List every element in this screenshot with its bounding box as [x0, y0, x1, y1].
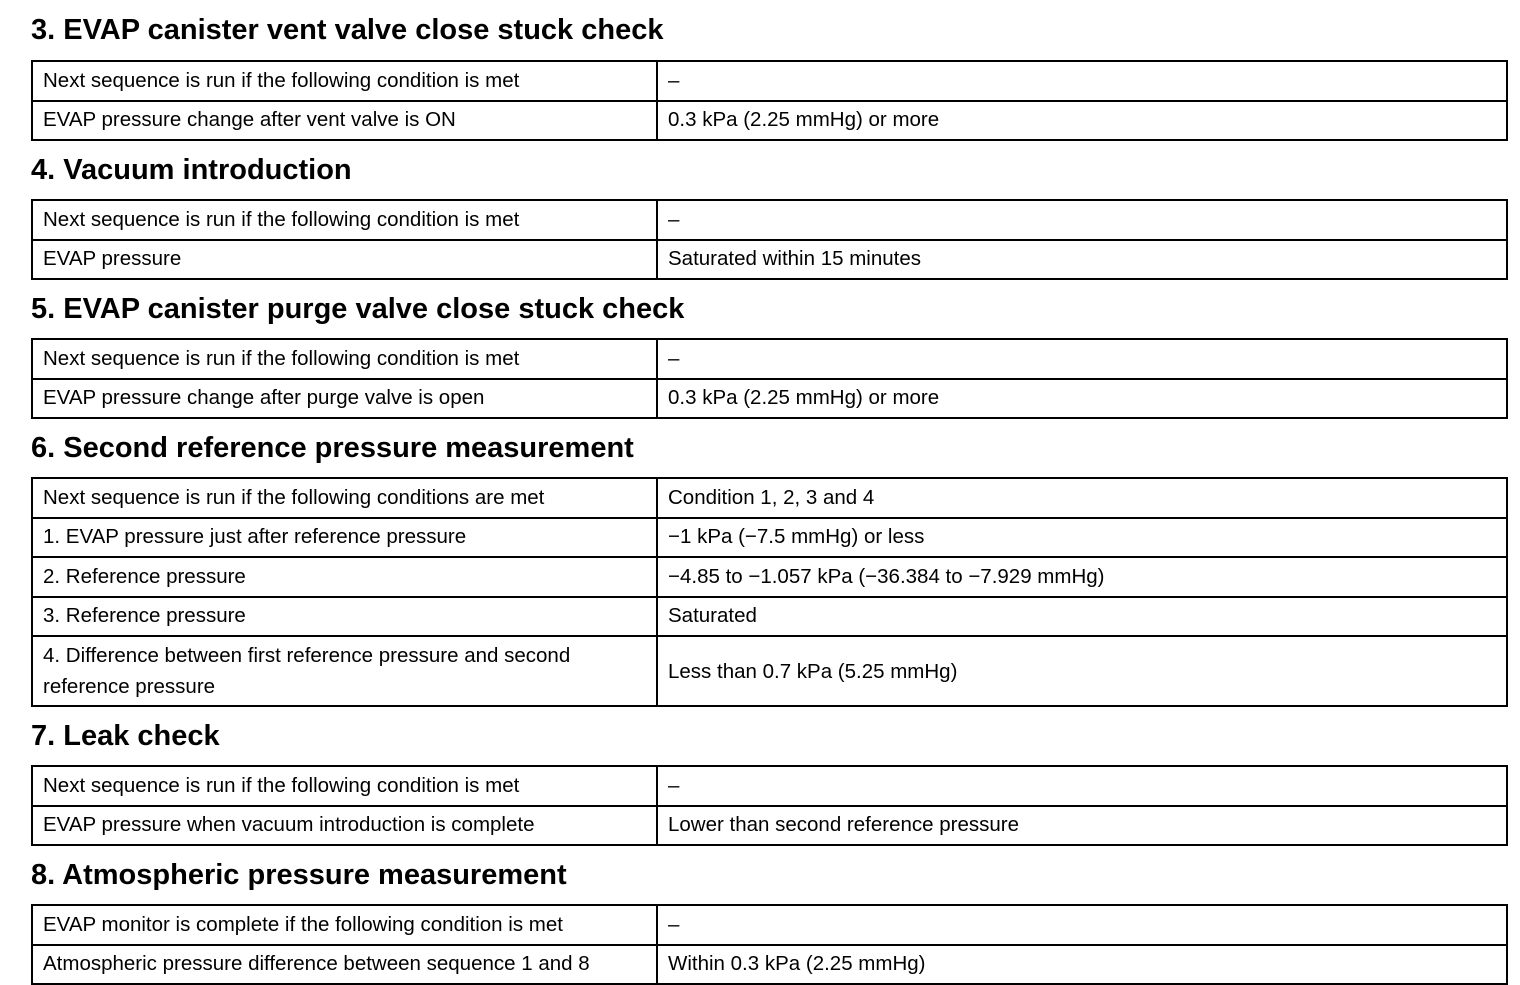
condition-label: 1. EVAP pressure just after reference pressure [32, 518, 657, 558]
table-row [32, 636, 1507, 706]
condition-value: Less than 0.7 kPa (5.25 mmHg) [657, 636, 1507, 706]
condition-label: EVAP pressure change after purge valve is open [32, 379, 657, 419]
condition-value: – [657, 766, 1507, 806]
spec-table [31, 338, 1508, 419]
condition-value: – [657, 905, 1507, 945]
section-title: 5. EVAP canister purge valve close stuck check [31, 293, 685, 325]
table-row [32, 905, 1507, 945]
condition-value: – [657, 61, 1507, 101]
table-row [32, 806, 1507, 846]
section-title: 6. Second reference pressure measurement [31, 432, 634, 464]
table-row [32, 478, 1507, 518]
condition-value: Saturated [657, 597, 1507, 637]
condition-value: Lower than second reference pressure [657, 806, 1507, 846]
condition-label: EVAP pressure change after vent valve is ON [32, 101, 657, 141]
condition-label: Next sequence is run if the following condition is met [32, 200, 657, 240]
spec-table [31, 904, 1508, 985]
table-row [32, 379, 1507, 419]
evap-monitor-document [31, 0, 1462, 985]
table-row [32, 518, 1507, 558]
condition-value: – [657, 200, 1507, 240]
condition-label: 2. Reference pressure [32, 557, 657, 597]
table-row [32, 597, 1507, 637]
table-row [32, 945, 1507, 985]
condition-value: Condition 1, 2, 3 and 4 [657, 478, 1507, 518]
table-row [32, 766, 1507, 806]
condition-label: Next sequence is run if the following condition is met [32, 61, 657, 101]
condition-value: −1 kPa (−7.5 mmHg) or less [657, 518, 1507, 558]
condition-value: Saturated within 15 minutes [657, 240, 1507, 280]
condition-value: 0.3 kPa (2.25 mmHg) or more [657, 101, 1507, 141]
condition-label: Atmospheric pressure difference between sequence 1 and 8 [32, 945, 657, 985]
table-row [32, 61, 1507, 101]
condition-value: Within 0.3 kPa (2.25 mmHg) [657, 945, 1507, 985]
section-title: 8. Atmospheric pressure measurement [31, 859, 567, 891]
table-row [32, 557, 1507, 597]
condition-label: EVAP pressure [32, 240, 657, 280]
section-title: 7. Leak check [31, 720, 220, 752]
spec-table [31, 199, 1508, 280]
condition-value: – [657, 339, 1507, 379]
spec-table [31, 60, 1508, 141]
condition-label: EVAP pressure when vacuum introduction is complete [32, 806, 657, 846]
section-title: 4. Vacuum introduction [31, 154, 352, 186]
section-title: 3. EVAP canister vent valve close stuck check [31, 14, 664, 46]
condition-label: 4. Difference between first reference pressure and second reference pressure [32, 636, 657, 706]
table-row [32, 101, 1507, 141]
condition-label: Next sequence is run if the following condition is met [32, 766, 657, 806]
table-row [32, 339, 1507, 379]
table-row [32, 200, 1507, 240]
condition-label: Next sequence is run if the following conditions are met [32, 478, 657, 518]
condition-label: Next sequence is run if the following condition is met [32, 339, 657, 379]
condition-value: −4.85 to −1.057 kPa (−36.384 to −7.929 mmHg) [657, 557, 1507, 597]
condition-label: 3. Reference pressure [32, 597, 657, 637]
spec-table [31, 477, 1508, 707]
spec-table [31, 765, 1508, 846]
condition-value: 0.3 kPa (2.25 mmHg) or more [657, 379, 1507, 419]
condition-label: EVAP monitor is complete if the following condition is met [32, 905, 657, 945]
table-row [32, 240, 1507, 280]
